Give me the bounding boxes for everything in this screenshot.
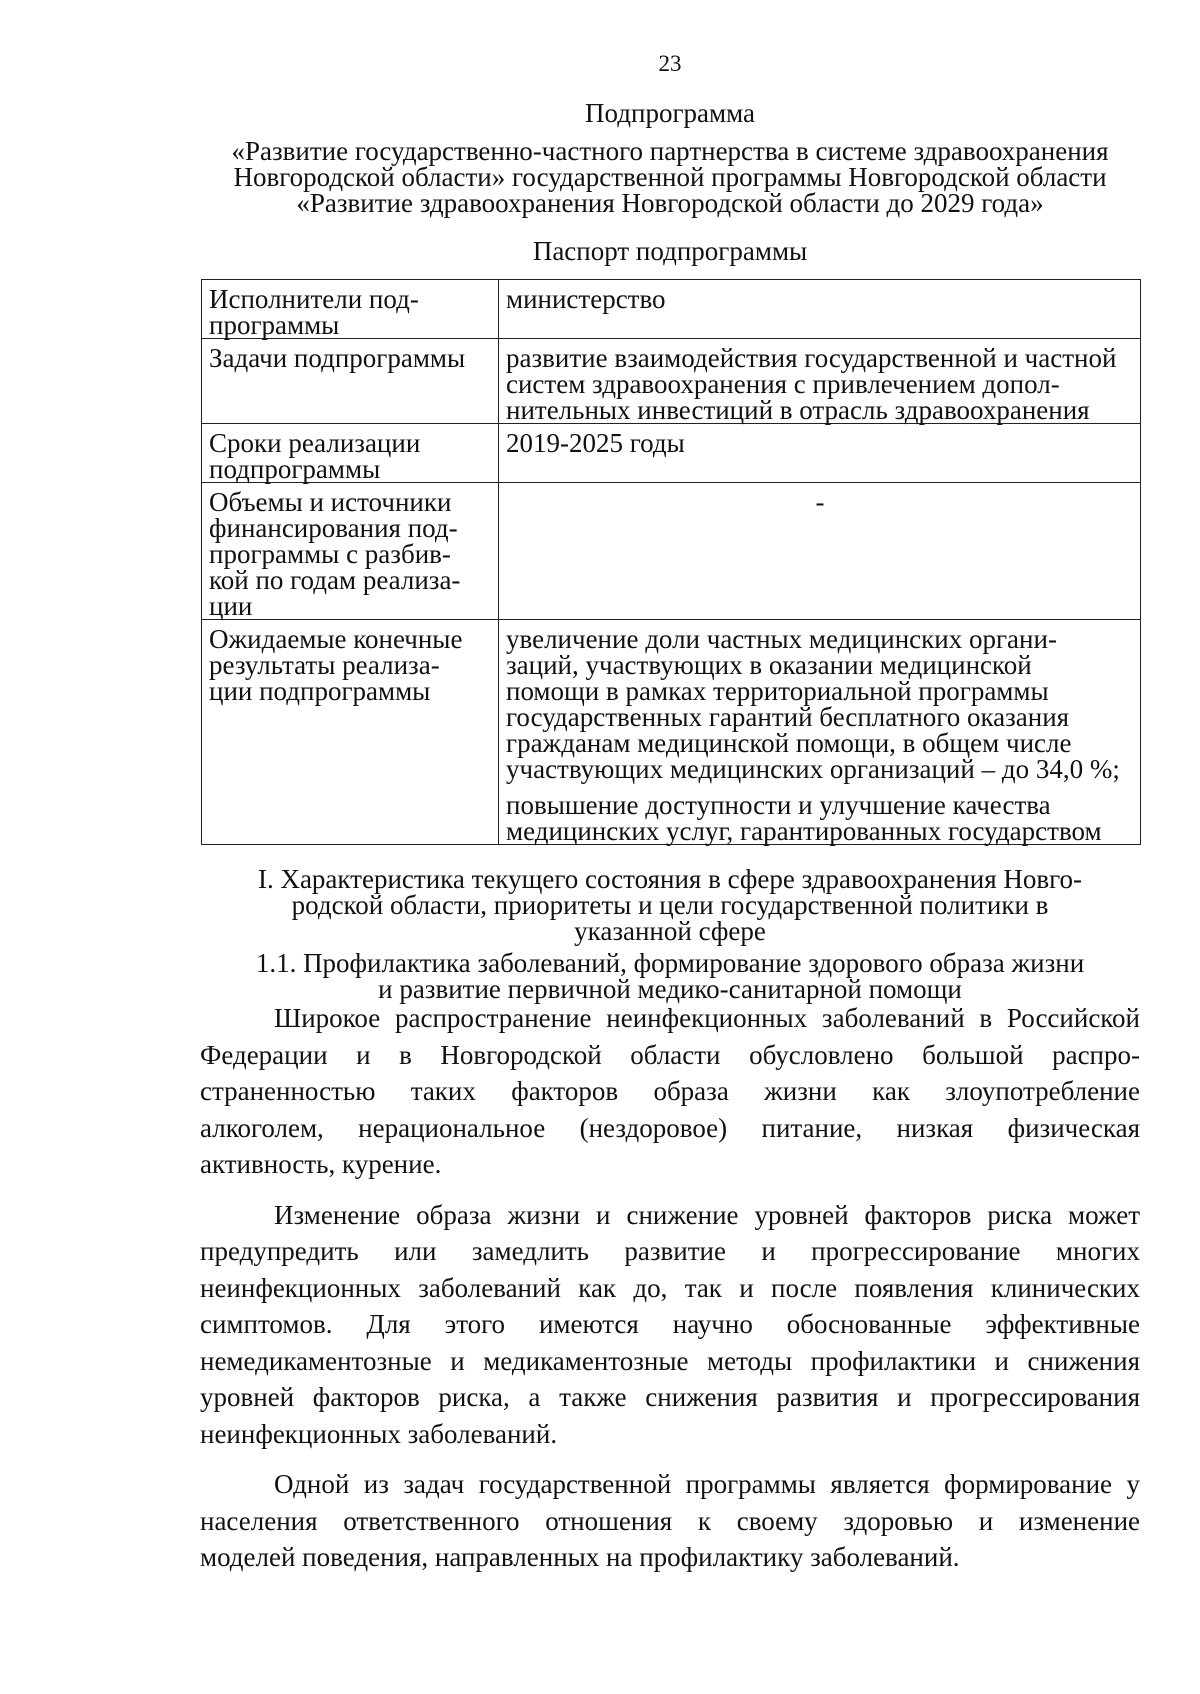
- page-number: 23: [658, 51, 682, 76]
- table-row: [202, 483, 1141, 620]
- heading-line-1: Подпрограмма: [585, 98, 755, 128]
- label-line: Объемы и источники: [209, 487, 452, 517]
- value-line: нительных инвестиций в отрасль здравоохранения: [506, 395, 1090, 425]
- value-line: участвующих медицинских организаций – до 34,0 %;: [506, 754, 1120, 784]
- value-line: заций, участвующих в оказании медицинской: [506, 650, 1032, 680]
- row-value-funding: [499, 483, 1141, 620]
- body-paragraph: [200, 1000, 1140, 1183]
- paragraph-line: Широкое распространение неинфекционных заболеваний в Российской: [274, 1003, 1140, 1033]
- label-line: Ожидаемые конечные: [209, 624, 463, 654]
- section-1-1-heading: [200, 950, 1140, 1002]
- paragraph-line: активность, курение.: [200, 1149, 442, 1179]
- label-line: результаты реализа-: [209, 650, 440, 680]
- label-line: Исполнители под-: [209, 284, 419, 314]
- table-row: [202, 339, 1141, 424]
- label-line: Сроки реализации: [209, 428, 421, 458]
- row-label-period: [202, 424, 499, 483]
- heading-line-4: «Развитие здравоохранения Новгородской области до 2029 года»: [296, 188, 1044, 218]
- label-line: финансирования под-: [209, 513, 458, 543]
- paragraph-line: Одной из задач государственной программы является формирование у: [274, 1469, 1140, 1499]
- table-row: [202, 424, 1141, 483]
- paragraph-line: моделей поведения, направленных на профилактику заболеваний.: [200, 1542, 960, 1572]
- paragraph-line: населения ответственного отношения к своему здоровью и изменение: [200, 1505, 1140, 1536]
- label-line: ции подпрограммы: [209, 676, 431, 706]
- value-line: государственных гарантий бесплатного оказания: [506, 702, 1070, 732]
- value-line: министерство: [506, 284, 666, 314]
- row-value-tasks: [499, 339, 1141, 424]
- body-paragraph: [200, 1466, 1140, 1576]
- label-line: программы с разбив-: [209, 539, 451, 569]
- section-1-heading: [200, 866, 1140, 944]
- paragraph-line: страненностью таких факторов образа жизни как злоупотребление: [200, 1076, 1140, 1106]
- paragraph-line: немедикаментозные и медикаментозные методы профилактики и снижения: [200, 1345, 1140, 1376]
- body-text: [200, 1000, 1140, 1576]
- paragraph-line: симптомов. Для этого имеются научно обоснованные эффективные: [200, 1309, 1140, 1339]
- section-heading-line: указанной сфере: [574, 916, 766, 946]
- value-line: гражданам медицинской помощи, в общем числе: [506, 728, 1072, 758]
- table-row: [202, 280, 1141, 339]
- value-line: 2019-2025 годы: [506, 428, 685, 458]
- paragraph-line: Изменение образа жизни и снижение уровней факторов риска может: [274, 1199, 1140, 1230]
- label-line: программы: [209, 310, 340, 340]
- value-line: помощи в рамках территориальной программы: [506, 676, 1049, 706]
- section-heading-line: I. Характеристика текущего состояния в сфере здравоохранения Новго-: [257, 864, 1083, 894]
- value-dash: -: [815, 487, 825, 517]
- row-value-period: [499, 424, 1141, 483]
- label-line: ции: [209, 591, 253, 621]
- row-label-tasks: [202, 339, 499, 424]
- row-value-executors: [499, 280, 1141, 339]
- value-line: развитие взаимодействия государственной и частной: [506, 343, 1117, 373]
- passport-table: [201, 279, 1141, 845]
- table-row: [202, 620, 1141, 845]
- section-heading-line: и развитие первичной медико-санитарной помощи: [378, 974, 962, 1004]
- label-line: Задачи подпрограммы: [209, 343, 466, 373]
- subprogram-heading: [200, 100, 1140, 216]
- label-line: кой по годам реализа-: [209, 565, 461, 595]
- value-line: повышение доступности и улучшение качества: [506, 790, 1051, 820]
- row-label-funding: [202, 483, 499, 620]
- body-paragraph: [200, 1197, 1140, 1453]
- passport-title: Паспорт подпрограммы: [532, 236, 808, 266]
- section-heading-line: родской области, приоритеты и цели государственной политики в: [291, 890, 1049, 920]
- paragraph-line: неинфекционных заболеваний.: [200, 1418, 558, 1449]
- result-paragraph: [506, 626, 1134, 782]
- row-label-results: [202, 620, 499, 845]
- heading-line-3: Новгородской области» государственной программы Новгородской области: [233, 162, 1107, 192]
- value-line: медицинских услуг, гарантированных государством: [506, 816, 1102, 846]
- section-heading-line: 1.1. Профилактика заболеваний, формирование здорового образа жизни: [255, 948, 1085, 978]
- paragraph-line: алкоголем, нерациональное (нездоровое) питание, низкая физическая: [200, 1112, 1140, 1143]
- heading-line-2: «Развитие государственно-частного партнерства в системе здравоохранения: [231, 136, 1109, 166]
- label-line: подпрограммы: [209, 454, 381, 484]
- row-value-results: [499, 620, 1141, 845]
- paragraph-line: предупредить или замедлить развитие и прогрессирование многих: [200, 1236, 1140, 1266]
- row-label-executors: [202, 280, 499, 339]
- value-line: увеличение доли частных медицинских органи-: [506, 624, 1057, 654]
- paragraph-line: Федерации и в Новгородской области обусловлено большой распро-: [200, 1039, 1140, 1070]
- paragraph-line: уровней факторов риска, а также снижения развития и прогрессирования: [200, 1382, 1140, 1412]
- result-paragraph: [506, 792, 1134, 844]
- value-line: систем здравоохранения с привлечением допол-: [506, 369, 1060, 399]
- paragraph-line: неинфекционных заболеваний как до, так и после появления клинических: [200, 1272, 1140, 1303]
